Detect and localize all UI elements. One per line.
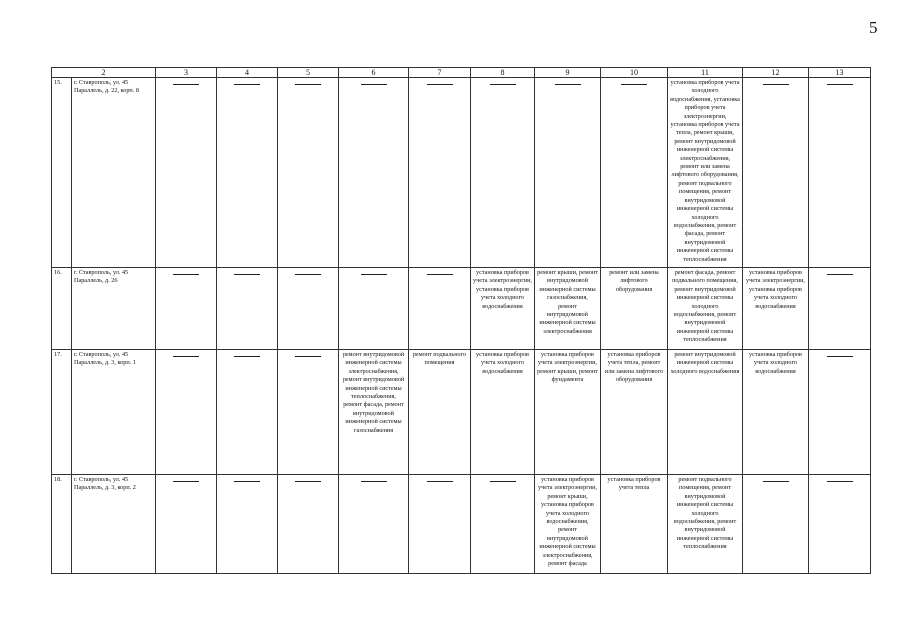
row-number: 16.: [52, 268, 72, 350]
work-cell: установка приборов учета электроэнергии, ремонт крыши, ремонт фундамента: [535, 350, 601, 475]
table-row: [52, 268, 871, 350]
works-table: [51, 67, 871, 574]
dash-line: [827, 84, 853, 85]
work-cell: ремонт внутридомовой инженерной системы электроснабжения, ремонт внутридомовой инженерной системы теплоснабжения, ремонт фасада, ремонт внутридомовой инженерной системы газоснабжения: [339, 350, 409, 475]
dash-line: [827, 274, 853, 275]
dash-line: [173, 84, 199, 85]
dash-line: [295, 481, 321, 482]
column-header: 3: [156, 68, 217, 78]
column-header: 8: [471, 68, 535, 78]
dash-line: [173, 274, 199, 275]
empty-cell: [156, 350, 217, 475]
address-cell: г. Ставрополь, ул. 45 Параллель, д. 3, корп. 2: [72, 475, 156, 574]
empty-cell: [809, 78, 871, 268]
dash-line: [763, 84, 789, 85]
dash-line: [361, 274, 387, 275]
column-header: 7: [409, 68, 471, 78]
dash-line: [427, 274, 453, 275]
table-row: [52, 350, 871, 475]
dash-line: [621, 84, 647, 85]
empty-cell: [409, 268, 471, 350]
empty-cell: [156, 475, 217, 574]
dash-line: [361, 481, 387, 482]
dash-line: [361, 84, 387, 85]
column-header: 6: [339, 68, 409, 78]
address-cell: г. Ставрополь, ул. 45 Параллель, д. 3, корп. 1: [72, 350, 156, 475]
empty-cell: [535, 78, 601, 268]
column-header: 10: [601, 68, 668, 78]
empty-cell: [278, 350, 339, 475]
empty-cell: [339, 78, 409, 268]
dash-line: [427, 481, 453, 482]
work-cell: ремонт подвального помещения, ремонт внутридомовой инженерной системы холодного водоснабжения, ремонт внутридомовой инженерной системы теплоснабжения: [668, 475, 743, 574]
empty-cell: [809, 268, 871, 350]
work-cell: ремонт или замена лифтового оборудования: [601, 268, 668, 350]
dash-line: [295, 356, 321, 357]
empty-cell: [217, 350, 278, 475]
row-number: 18.: [52, 475, 72, 574]
empty-cell: [809, 350, 871, 475]
dash-line: [490, 84, 516, 85]
work-cell: ремонт внутридомовой инженерной системы холодного водоснабжения: [668, 350, 743, 475]
work-cell: установка приборов учета электроэнергии, ремонт крыши, установка приборов учета холодного водоснабжения, ремонт внутридомовой инженерной системы электроснабжения, ремонт фасада: [535, 475, 601, 574]
work-cell: ремонт фасада, ремонт подвального помещения, ремонт внутридомовой инженерной системы холодного водоснабжения, ремонт внутридомовой инженерной системы теплоснабжения: [668, 268, 743, 350]
work-cell: установка приборов учета электроэнергии, установка приборов учета холодного водоснабжения: [471, 268, 535, 350]
dash-line: [234, 84, 260, 85]
row-number: 15.: [52, 78, 72, 268]
empty-cell: [339, 268, 409, 350]
empty-cell: [278, 475, 339, 574]
dash-line: [827, 356, 853, 357]
dash-line: [295, 84, 321, 85]
table-header-row: [52, 68, 871, 78]
work-cell: ремонт крыши, ремонт внутридомовой инженерной системы газоснабжения, ремонт внутридомовой инженерной системы электроснабжения: [535, 268, 601, 350]
column-header: 5: [278, 68, 339, 78]
empty-cell: [156, 78, 217, 268]
work-cell: установка приборов учета электроэнергии, установка приборов учета холодного водоснабжения: [743, 268, 809, 350]
empty-cell: [217, 268, 278, 350]
work-cell: установка приборов учета тепла: [601, 475, 668, 574]
dash-line: [763, 481, 789, 482]
row-number: 17.: [52, 350, 72, 475]
address-cell: г. Ставрополь, ул. 45 Параллель, д. 26: [72, 268, 156, 350]
dash-line: [490, 481, 516, 482]
work-cell: установка приборов учета холодного водоснабжения: [471, 350, 535, 475]
dash-line: [827, 481, 853, 482]
page-number: 5: [869, 18, 878, 37]
column-header: 12: [743, 68, 809, 78]
work-cell: установка приборов учета холодного водоснабжения: [743, 350, 809, 475]
empty-cell: [278, 78, 339, 268]
empty-cell: [601, 78, 668, 268]
column-header: 11: [668, 68, 743, 78]
empty-cell: [278, 268, 339, 350]
empty-cell: [809, 475, 871, 574]
column-header: 9: [535, 68, 601, 78]
column-header: 13: [809, 68, 871, 78]
dash-line: [173, 481, 199, 482]
empty-cell: [217, 78, 278, 268]
empty-cell: [743, 475, 809, 574]
empty-cell: [156, 268, 217, 350]
table-row: [52, 475, 871, 574]
empty-cell: [217, 475, 278, 574]
column-header: 2: [52, 68, 156, 78]
dash-line: [427, 84, 453, 85]
empty-cell: [409, 475, 471, 574]
dash-line: [234, 481, 260, 482]
dash-line: [295, 274, 321, 275]
table-row: [52, 78, 871, 268]
dash-line: [234, 274, 260, 275]
dash-line: [555, 84, 581, 85]
empty-cell: [471, 78, 535, 268]
work-cell: установка приборов учета холодного водоснабжения, установка приборов учета электроэнергии, установка приборов учета тепла, ремонт крыши, ремонт внутридомовой инженерной системы электроснабжения, ремонт или замена лифтового оборудования, ремонт подвального помещения, ремонт внутридомовой инженерной системы холодного водоснабжения, ремонт фасада, ремонт внутридомовой инженерной системы теплоснабжения: [668, 78, 743, 268]
empty-cell: [409, 78, 471, 268]
column-header: 4: [217, 68, 278, 78]
work-cell: ремонт подвального помещения: [409, 350, 471, 475]
work-cell: установка приборов учета тепла, ремонт или замена лифтового оборудования: [601, 350, 668, 475]
empty-cell: [339, 475, 409, 574]
address-cell: г. Ставрополь, ул. 45 Параллель, д. 22, корп. 8: [72, 78, 156, 268]
dash-line: [173, 356, 199, 357]
empty-cell: [743, 78, 809, 268]
empty-cell: [471, 475, 535, 574]
dash-line: [234, 356, 260, 357]
